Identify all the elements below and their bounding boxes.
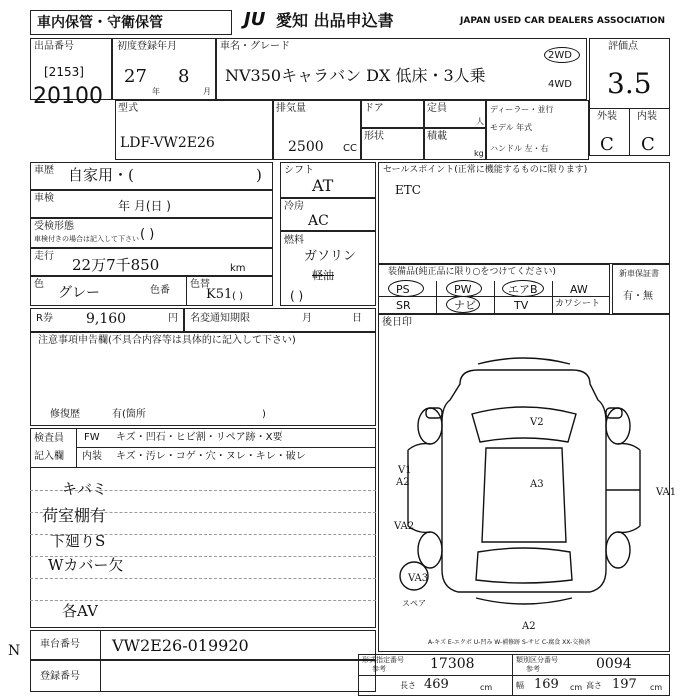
wheel-rr bbox=[606, 532, 630, 568]
notes-box bbox=[30, 332, 376, 426]
mileage-unit: km bbox=[230, 263, 246, 274]
shift-label: シフト bbox=[284, 165, 314, 176]
equipment-item: TV bbox=[514, 299, 529, 312]
ju-logo: JU bbox=[244, 9, 266, 30]
inspector-row2: キズ・汚レ・コゲ・穴・ヌレ・キレ・破レ bbox=[116, 451, 306, 462]
registration-month: 8 bbox=[178, 66, 190, 87]
name-change-day: 日 bbox=[352, 313, 362, 324]
chassis-value: VW2E26-019920 bbox=[112, 636, 249, 655]
left-side bbox=[408, 444, 430, 533]
receipt-note: 車検付きの場合は記入して下さい bbox=[34, 235, 139, 243]
wheel-rl bbox=[418, 532, 442, 568]
model-box bbox=[115, 100, 273, 160]
inspection-value: 年 月(日 ) bbox=[118, 199, 171, 213]
receipt-label: 受検形態 bbox=[34, 221, 74, 232]
storage-box bbox=[30, 10, 232, 35]
fuel-value: ガソリン bbox=[304, 249, 357, 264]
recycle-unit: 円 bbox=[168, 313, 178, 324]
spare-label: スペア bbox=[402, 599, 426, 608]
dealer-label: ディーラー・並行 bbox=[490, 105, 554, 114]
capacity-unit: 人 bbox=[476, 117, 484, 126]
name-change-month: 月 bbox=[302, 313, 312, 324]
equipment-circle-ps bbox=[388, 280, 424, 297]
inspector-label2: 記入欄 bbox=[34, 451, 64, 462]
ref1: 参考 bbox=[372, 665, 386, 673]
damage-label: VA3 bbox=[408, 573, 429, 584]
load-unit: kg bbox=[474, 149, 484, 158]
roof bbox=[482, 448, 566, 542]
equipment-item: ナビ bbox=[454, 299, 476, 312]
equipment-v2 bbox=[494, 281, 495, 314]
note-line: 各AV bbox=[62, 602, 98, 620]
chassis-label: 車台番号 bbox=[40, 639, 80, 650]
registration-label: 初度登録年月 bbox=[117, 41, 177, 52]
inspector-v bbox=[76, 428, 77, 468]
name-change-label: 名変通知期限 bbox=[190, 313, 250, 324]
inspector-h bbox=[76, 447, 376, 448]
history-close: ) bbox=[256, 166, 262, 184]
equipment-item: AW bbox=[570, 283, 588, 296]
category-value: 0094 bbox=[596, 656, 632, 672]
color-divider bbox=[186, 276, 187, 306]
car-damage-diagram bbox=[378, 330, 670, 630]
fuel-paren: ( ) bbox=[290, 289, 304, 303]
repair-close: ) bbox=[262, 409, 266, 420]
displacement-value: 2500 bbox=[288, 139, 324, 155]
displacement-label: 排気量 bbox=[276, 103, 306, 114]
rating-label: 評価点 bbox=[608, 41, 638, 52]
equipment-v3 bbox=[552, 281, 553, 314]
handle-label: ハンドル 左・右 bbox=[490, 144, 549, 153]
selling-points-box bbox=[378, 162, 670, 264]
color-trim-value: K51 bbox=[206, 287, 233, 302]
plate-box bbox=[30, 660, 376, 692]
form-label: 形式指定番号 bbox=[362, 656, 404, 664]
exterior-label: 外装 bbox=[597, 111, 617, 122]
storage-label: 車内保管・守衛保管 bbox=[37, 15, 163, 31]
length-value: 469 bbox=[424, 677, 449, 692]
note-line: Wカバー欠 bbox=[48, 556, 124, 574]
width-value: 169 bbox=[534, 677, 559, 692]
ac-value: AC bbox=[308, 213, 329, 229]
margin-mark: N bbox=[8, 643, 21, 659]
damage-legend: A-キズ E-エクボ U-凹み W-補修跡 S-サビ C-腐食 XX-交換済 bbox=[428, 639, 591, 646]
warranty-value: 有・無 bbox=[623, 291, 653, 302]
load-label: 積載 bbox=[427, 131, 447, 142]
selling-points-label: セールスポイント(正常に機能するものに限ります) bbox=[383, 165, 588, 175]
repair-value: 有(箇所 bbox=[112, 409, 146, 420]
shape-label: 形状 bbox=[364, 131, 384, 142]
specs-h bbox=[358, 675, 670, 676]
ac-label: 冷房 bbox=[284, 201, 304, 212]
recycle-value: 9,160 bbox=[86, 311, 127, 327]
lot-number: 20100 bbox=[33, 84, 103, 109]
rear-glass bbox=[476, 548, 572, 583]
equipment-item: SR bbox=[396, 299, 411, 312]
warranty-label: 新車保証書 bbox=[619, 269, 659, 278]
lot-label: 出品番号 bbox=[34, 41, 74, 52]
inspector-row1: キズ・凹石・ヒビ割・リペア跡・X要 bbox=[116, 432, 283, 443]
note-line: 荷室棚有 bbox=[42, 506, 107, 525]
repair-label: 修復歴 bbox=[50, 409, 80, 420]
displacement-unit: CC bbox=[343, 143, 357, 154]
drive-4wd: 4WD bbox=[548, 79, 572, 90]
rating-divider-v bbox=[629, 108, 630, 156]
color-trim-label: 色替 bbox=[190, 279, 210, 290]
wheel-fr bbox=[606, 408, 630, 444]
capacity-label: 定員 bbox=[427, 103, 447, 114]
width-unit: cm bbox=[570, 683, 583, 692]
car-name-value: NV350キャラバン DX 低床・3人乗 bbox=[225, 66, 486, 85]
inspector-label: 検査員 bbox=[34, 433, 64, 444]
equipment-label: 装備品(純正品に限り○をつけてください) bbox=[388, 267, 556, 277]
damage-label: V2 bbox=[530, 417, 544, 428]
plate-label: 登録番号 bbox=[40, 671, 80, 682]
color-value: グレー bbox=[58, 285, 100, 301]
drive-2wd-circle bbox=[544, 47, 580, 63]
damage-label: VA1 bbox=[656, 487, 677, 498]
width-label: 幅 bbox=[516, 681, 524, 690]
inspection-label: 車検 bbox=[34, 193, 54, 204]
car-name-label: 車名・グレード bbox=[220, 41, 290, 52]
equipment-item: PS bbox=[396, 283, 410, 296]
model-year-label: モデル 年式 bbox=[490, 123, 533, 132]
damage-label: A2 bbox=[522, 621, 536, 632]
recycle-label: R券 bbox=[36, 313, 53, 324]
equipment-item: カワシート bbox=[555, 299, 601, 309]
right-side bbox=[618, 444, 640, 533]
color-paren: ( ) bbox=[232, 291, 243, 302]
windshield bbox=[472, 407, 576, 442]
drive-2wd: 2WD bbox=[548, 50, 572, 61]
note-line: 下廻りS bbox=[50, 532, 106, 550]
form-title: 愛知 出品申込書 bbox=[276, 11, 394, 30]
fuel-label: 燃料 bbox=[284, 235, 304, 246]
equipment-circle-navi bbox=[446, 296, 480, 313]
interior-value: C bbox=[641, 134, 655, 155]
interior-label: 内装 bbox=[637, 111, 657, 122]
wheel-fl bbox=[418, 408, 442, 444]
form-value: 17308 bbox=[430, 656, 475, 672]
receipt-value: ( ) bbox=[140, 227, 155, 242]
category-label: 類別区分番号 bbox=[516, 656, 558, 664]
note-line: キバミ bbox=[62, 480, 108, 498]
equipment-item: エアB bbox=[508, 283, 538, 296]
month-unit: 月 bbox=[203, 87, 211, 96]
car-outline bbox=[442, 370, 606, 592]
rear-label: 後日印 bbox=[382, 317, 412, 328]
damage-label: A2 bbox=[396, 477, 410, 488]
notes-label: 注意事項申告欄(不具合内容等は具体的に記入して下さい) bbox=[38, 335, 296, 346]
mileage-value: 22万7千850 bbox=[72, 256, 160, 274]
grid-line bbox=[30, 578, 376, 579]
color-number-label: 色番 bbox=[150, 285, 170, 296]
grid-line bbox=[30, 600, 376, 601]
front-bumper bbox=[478, 358, 570, 364]
inspector-row1-tag: FW bbox=[84, 432, 100, 443]
year-unit: 年 bbox=[152, 87, 160, 96]
specs-v bbox=[512, 654, 513, 696]
model-value: LDF-VW2E26 bbox=[120, 135, 215, 151]
lot-small-number: [2153] bbox=[44, 65, 84, 79]
history-label: 車歴 bbox=[34, 165, 54, 176]
rating-value: 3.5 bbox=[607, 67, 652, 100]
model-label: 型式 bbox=[118, 103, 138, 114]
height-unit: cm bbox=[650, 683, 663, 692]
history-value: 自家用・( bbox=[68, 166, 134, 184]
damage-label: VA2 bbox=[394, 521, 415, 532]
equipment-circle-pw bbox=[446, 280, 482, 297]
length-unit: cm bbox=[480, 683, 493, 692]
shift-value: AT bbox=[312, 176, 334, 195]
inspector-row2-tag: 内装 bbox=[82, 451, 102, 462]
color-label: 色 bbox=[34, 279, 44, 290]
fuel-option: 軽油 bbox=[312, 269, 334, 282]
exterior-value: C bbox=[600, 134, 614, 155]
damage-label: V1 bbox=[398, 465, 412, 476]
doors-label: ドア bbox=[364, 103, 384, 114]
length-label: 長さ bbox=[400, 681, 416, 690]
rear-bumper bbox=[476, 598, 572, 604]
registration-year: 27 bbox=[124, 66, 147, 87]
form-title-en: JAPAN USED CAR DEALERS ASSOCIATION bbox=[460, 16, 665, 26]
mileage-label: 走行 bbox=[34, 251, 54, 262]
height-label: 高さ bbox=[586, 681, 602, 690]
equipment-circle-airbag bbox=[502, 280, 544, 297]
ref2: 参考 bbox=[526, 665, 540, 673]
damage-label: A3 bbox=[530, 479, 544, 490]
selling-points-value: ETC bbox=[395, 183, 421, 197]
history-box bbox=[30, 162, 273, 190]
height-value: 197 bbox=[612, 677, 637, 692]
equipment-v1 bbox=[436, 281, 437, 314]
equipment-item: PW bbox=[454, 283, 472, 296]
